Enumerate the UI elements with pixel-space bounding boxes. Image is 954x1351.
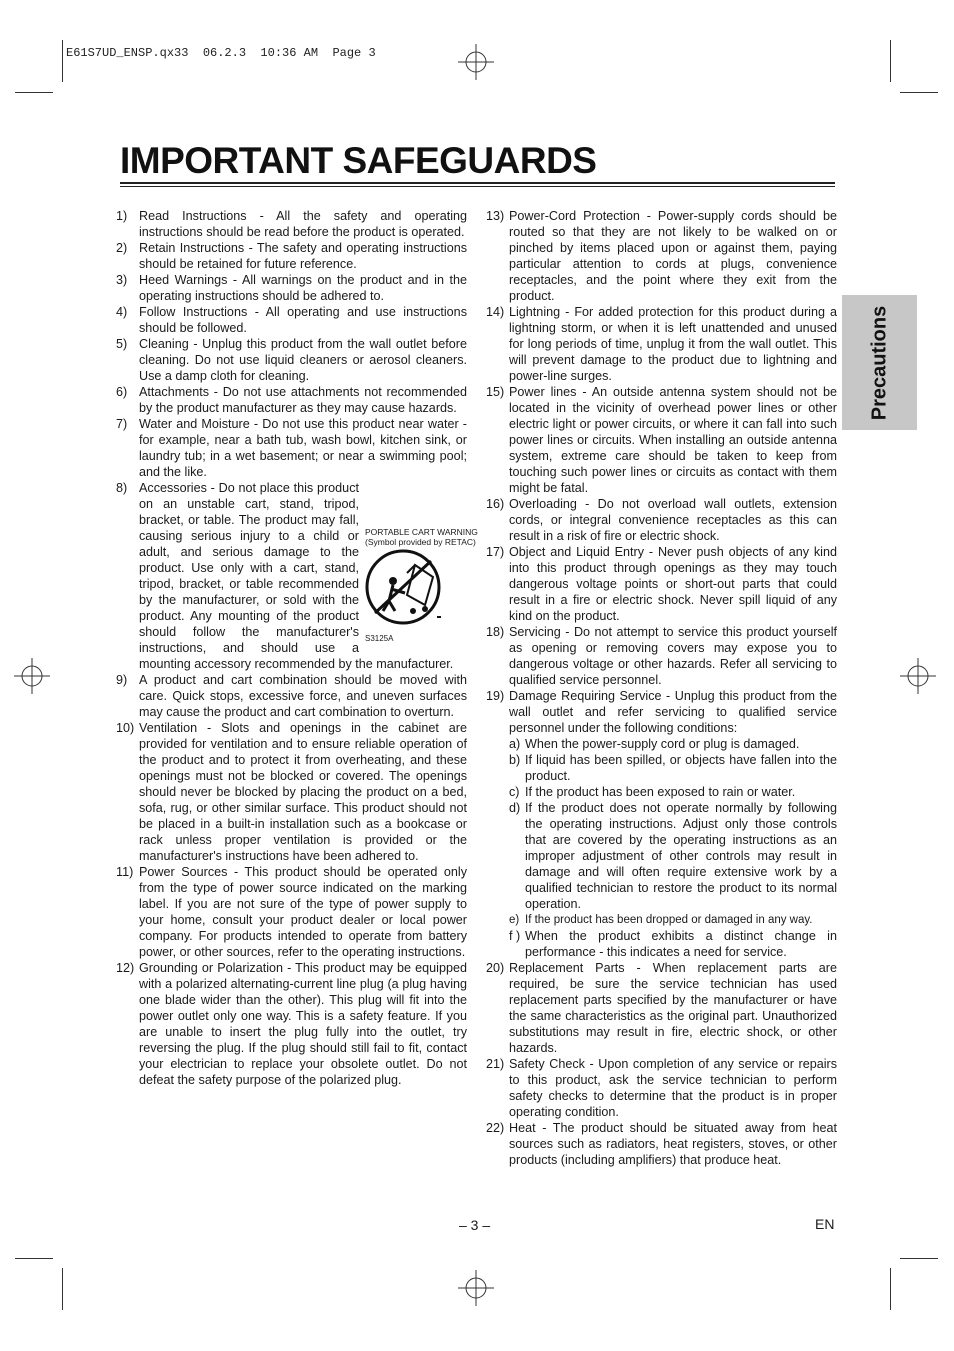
sub-item-letter: d) xyxy=(509,801,521,815)
item-text: Servicing - Do not attempt to service this product yourself as opening or removing covers may expose you to dangerous voltage or other hazards. Refer all servicing to qualified service personnel. xyxy=(509,625,837,687)
item-text: Heed Warnings - All warnings on the product and in the operating instructions should be adhered to. xyxy=(139,273,467,303)
list-item xyxy=(116,672,467,720)
sub-item xyxy=(509,928,837,960)
item-number: 19) xyxy=(486,689,505,703)
item-number: 8) xyxy=(116,481,128,495)
list-item xyxy=(116,720,467,864)
list-item xyxy=(116,960,467,1088)
item-number: 2) xyxy=(116,241,128,255)
item-number: 18) xyxy=(486,625,505,639)
item-number: 4) xyxy=(116,305,128,319)
item-number: 7) xyxy=(116,417,128,431)
title-rule xyxy=(120,186,835,187)
item-text: Read Instructions - All the safety and operating instructions should be read before the product is operated. xyxy=(139,209,467,239)
list-item xyxy=(486,304,837,384)
list-item xyxy=(486,960,837,1056)
page-title: IMPORTANT SAFEGUARDS xyxy=(120,140,597,181)
sub-item xyxy=(509,784,837,800)
cart-symbol-label: (Symbol provided by RETAC) xyxy=(365,536,476,547)
item-text: Power lines - An outside antenna system should not be located in the vicinity of overhead power lines or other electric light or power circuits, or where it can fall into such power lines or circuits. When installing an outside antenna system, extreme care should be taken to keep from touching such power lines or circuits as contact with them might be fatal. xyxy=(509,385,837,495)
left-column xyxy=(116,208,478,1088)
list-item xyxy=(116,864,467,960)
sub-item-text: If the product has been exposed to rain or water. xyxy=(525,785,796,799)
sub-item-text: If the product has been dropped or damaged in any way. xyxy=(525,914,813,926)
registration-mark-icon xyxy=(458,44,494,80)
list-item xyxy=(486,1120,837,1168)
item-number: 20) xyxy=(486,961,505,975)
list-item xyxy=(486,544,837,624)
item-text: Lightning - For added protection for this product during a lightning storm, or when it is left unattended and unused for long periods of time, unplug it from the wall outlet. This will prevent damage to the product due to lightning and power-line surges. xyxy=(509,305,837,383)
sub-item-letter: f ) xyxy=(509,929,521,943)
item-number: 1) xyxy=(116,209,128,223)
item-text: Power Sources - This product should be operated only from the type of power source indicated on the marking label. If you are not sure of the type of power supply to your home, consult your product dealer or local power company. For products intended to operate from battery power, or other sources, refer to the operating instructions. xyxy=(139,865,467,959)
item-text: Cleaning - Unplug this product from the wall outlet before cleaning. Do not use liquid cleaners or aerosol cleaners. Use a damp cloth for cleaning. xyxy=(139,337,467,383)
sub-item xyxy=(509,912,837,928)
item-text: A product and cart combination should be moved with care. Quick stops, excessive force, and uneven surfaces may cause the product and cart combination to overturn. xyxy=(139,673,467,719)
item-text: Follow Instructions - All operating and use instructions should be followed. xyxy=(139,305,467,335)
crop-mark xyxy=(15,92,53,93)
item-number: 3) xyxy=(116,273,128,287)
tipping-cart-icon xyxy=(365,547,461,627)
list-item xyxy=(116,416,467,480)
list-item xyxy=(116,304,467,336)
item-text: Accessories - Do not place this product on an unstable cart, stand, tripod, bracket, or table. The product may fall, causing serious injury to a child or adult, and serious damage to the product. Use only with a cart, stand, tripod, bracket, or table recommended by the manufacturer, or sold with the product. Any mounting of the product should follow the manufacturer's instructions, and should use a mounting accessory recommended by the manufacturer. xyxy=(139,481,454,671)
section-tab xyxy=(842,295,917,430)
registration-mark-icon xyxy=(14,658,50,694)
print-slug: E61S7UD_ENSP.qx33 06.2.3 10:36 AM Page 3 xyxy=(66,46,376,60)
crop-mark xyxy=(62,1268,63,1310)
sub-item xyxy=(509,800,837,912)
item-text: Power-Cord Protection - Power-supply cords should be routed so that they are not likely to be walked on or pinched by items placed upon or against them, paying particular attention to cords at plugs, convenience receptacles, and the point where they exit from the product. xyxy=(509,209,837,303)
item-number: 15) xyxy=(486,385,505,399)
title-rule xyxy=(120,182,835,184)
item-number: 22) xyxy=(486,1121,505,1135)
item-number: 12) xyxy=(116,961,135,975)
item-number: 9) xyxy=(116,673,128,687)
item-text: Replacement Parts - When replacement parts are required, be sure the service technician has used replacement parts specified by the manufacturer or have the same characteristics as the original part. Unauthorized substitutions may result in fire, electric shock, or other hazards. xyxy=(509,961,837,1055)
list-item xyxy=(116,384,467,416)
item-number: 13) xyxy=(486,209,505,223)
sub-item-text: When the power-supply cord or plug is damaged. xyxy=(525,737,800,751)
list-item xyxy=(116,208,467,240)
item-text: Ventilation - Slots and openings in the cabinet are provided for ventilation and to ensure reliable operation of the product and to protect it from overheating, and these openings must not be blocked or covered. The openings should never be blocked by placing the product on a bed, sofa, rug, or other similar surface. This product should not be placed in a built-in installation such as a bookcase or rack unless proper ventilation is provided or the manufacturer's instructions have been adhered to. xyxy=(139,721,467,863)
item-text: Water and Moisture - Do not use this product near water - for example, near a bath tub, wash bowl, kitchen sink, or laundry tub; in a wet basement; or near a swimming pool; and the like. xyxy=(139,417,467,479)
registration-mark-icon xyxy=(458,1270,494,1306)
sub-item-letter: a) xyxy=(509,737,521,751)
item-text: Safety Check - Upon completion of any service or repairs to this product, ask the service technician to perform safety checks to determine that the product is in proper operating condition. xyxy=(509,1057,837,1119)
cart-code-label: S3125A xyxy=(365,634,394,643)
sub-item-text: If the product does not operate normally by following the operating instructions. Adjust only those controls that are covered by the operating instructions as an improper adjustment of other controls may result in damage and will often require extensive work by a qualified technician to restore the product to its normal operation. xyxy=(525,801,837,911)
sub-item-letter: c) xyxy=(509,785,520,799)
list-item xyxy=(486,496,837,544)
sub-item-text: If liquid has been spilled, or objects have fallen into the product. xyxy=(525,753,837,783)
list-item xyxy=(116,240,467,272)
crop-mark xyxy=(900,92,938,93)
sub-item xyxy=(509,736,837,752)
sub-item xyxy=(509,752,837,784)
item-number: 6) xyxy=(116,385,128,399)
list-item xyxy=(116,480,478,672)
cart-warning-figure xyxy=(365,527,478,647)
sub-item-text: When the product exhibits a distinct change in performance - this indicates a need for service. xyxy=(525,929,837,959)
section-tab-label: Precautions xyxy=(868,305,890,420)
language-label: EN xyxy=(815,1216,835,1232)
list-item xyxy=(116,336,467,384)
list-item xyxy=(486,688,837,960)
list-item xyxy=(116,272,467,304)
item-text: Grounding or Polarization - This product may be equipped with a polarized alternating-current line plug (a plug having one blade wider than the other). This plug will fit into the power outlet only one way. This is a safety feature. If you are unable to insert the plug fully into the outlet, try reversing the plug. If the plug should still fail to fit, contact your electrician to replace your obsolete outlet. Do not defeat the safety purpose of the polarized plug. xyxy=(139,961,467,1087)
page-number: – 3 – xyxy=(459,1217,491,1233)
item-text: Damage Requiring Service - Unplug this product from the wall outlet and refer servicing to qualified service personnel under the following conditions: xyxy=(509,689,837,735)
list-item xyxy=(486,624,837,688)
crop-mark xyxy=(62,40,63,82)
crop-mark xyxy=(900,1258,938,1259)
list-item xyxy=(486,1056,837,1120)
item-text: Overloading - Do not overload wall outlets, extension cords, or integral convenience receptacles as this can result in a risk of fire or electric shock. xyxy=(509,497,837,543)
sub-item-letter: b) xyxy=(509,753,521,767)
cart-warning-label: PORTABLE CART WARNING xyxy=(365,527,478,537)
item-number: 14) xyxy=(486,305,505,319)
item-text: Retain Instructions - The safety and operating instructions should be retained for future reference. xyxy=(139,241,467,271)
item-number: 11) xyxy=(116,865,134,879)
item-number: 17) xyxy=(486,545,505,559)
item-text: Object and Liquid Entry - Never push objects of any kind into this product through openings as they may touch dangerous voltage points or short-out parts that could result in a fire or electric shock. Never spill liquid of any kind on the product. xyxy=(509,545,837,623)
item-number: 21) xyxy=(486,1057,505,1071)
right-column xyxy=(486,208,837,1168)
sub-item-letter: e) xyxy=(509,914,520,926)
item-number: 10) xyxy=(116,721,135,735)
item-text: Heat - The product should be situated away from heat sources such as radiators, heat registers, stoves, or other products (including amplifiers) that produce heat. xyxy=(509,1121,837,1167)
list-item xyxy=(486,384,837,496)
crop-mark xyxy=(890,1268,891,1310)
item-text: Attachments - Do not use attachments not recommended by the product manufacturer as they may cause hazards. xyxy=(139,385,467,415)
item-number: 5) xyxy=(116,337,128,351)
crop-mark xyxy=(15,1258,53,1259)
crop-mark xyxy=(890,40,891,82)
item-number: 16) xyxy=(486,497,505,511)
registration-mark-icon xyxy=(900,658,936,694)
list-item xyxy=(486,208,837,304)
